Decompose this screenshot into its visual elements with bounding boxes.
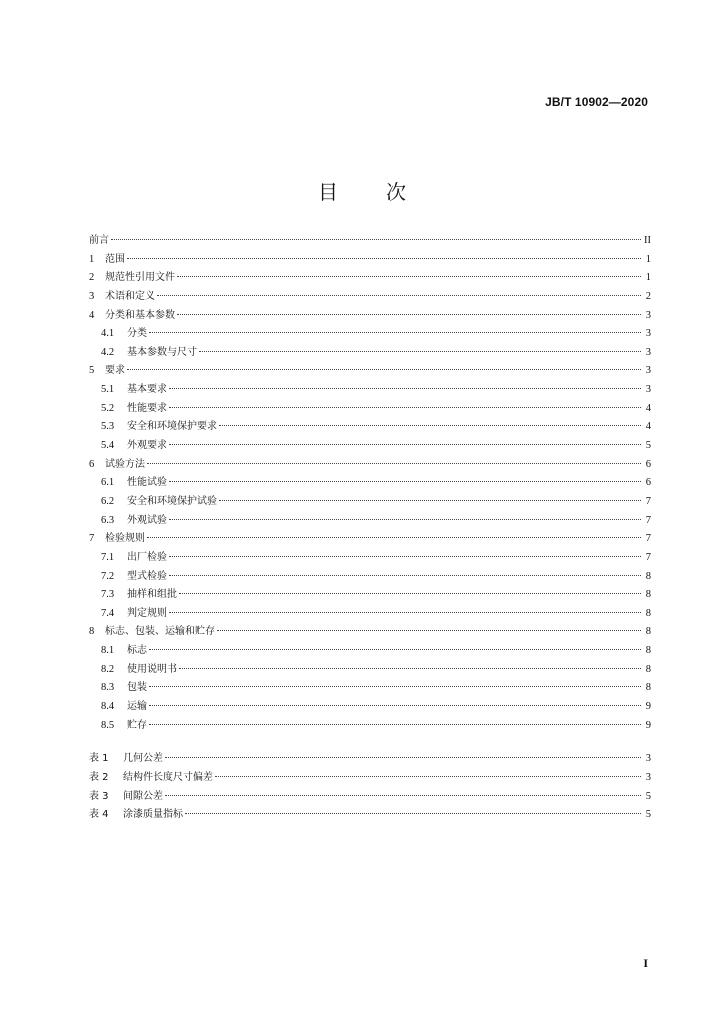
toc-leader-dots: [215, 776, 641, 777]
toc-entry-number: 表 4: [89, 809, 109, 821]
toc-entry: [89, 605, 651, 624]
toc-entry: [89, 679, 651, 698]
toc-entry-page: 3: [645, 309, 651, 321]
toc-leader-dots: [149, 332, 641, 333]
toc-entry-label: 包装: [127, 682, 147, 694]
toc-leader-dots: [149, 686, 641, 687]
toc-entry-number: 6.3: [101, 514, 115, 526]
toc-entry: [89, 269, 651, 288]
toc-entry: [89, 750, 651, 769]
toc-entry-number: 3: [89, 290, 95, 302]
toc-entry-label: 判定规则: [127, 607, 167, 619]
title-part-2: 次: [386, 180, 406, 204]
toc-entry-label: 范围: [105, 253, 125, 265]
toc-entry-page: 5: [645, 809, 651, 821]
toc-leader-dots: [169, 575, 641, 576]
toc-entry-number: 8.5: [101, 719, 115, 731]
toc-entry-number: 7.4: [101, 607, 115, 619]
toc-entry-label: 性能要求: [127, 402, 167, 414]
toc-entry-page: 3: [645, 771, 651, 783]
toc-entry: [89, 437, 651, 456]
toc-entry: [89, 251, 651, 270]
toc-entry-page: 9: [645, 701, 651, 713]
toc-entry-number: 7.3: [101, 589, 115, 601]
toc-entry: [89, 661, 651, 680]
toc-entry-number: 4.2: [101, 346, 115, 358]
toc-entry-label: 间隙公差: [123, 790, 163, 802]
toc-entry-label: 出厂检验: [127, 551, 167, 563]
toc-leader-dots: [169, 407, 641, 408]
toc-entry-label: 安全和环境保护要求: [127, 421, 217, 433]
toc-entry-page: II: [644, 235, 651, 246]
toc-entry-number: 表 3: [89, 790, 109, 802]
toc-leader-dots: [199, 351, 641, 352]
toc-entry-label: 涂漆质量指标: [123, 809, 183, 821]
toc-entry-page: 7: [645, 533, 651, 545]
toc-entry-page: 8: [645, 682, 651, 694]
toc-leader-dots: [219, 425, 641, 426]
toc-entry-page: 6: [645, 458, 651, 470]
toc-entry-label: 外观试验: [127, 514, 167, 526]
toc-spacer: [89, 735, 651, 750]
toc-leader-dots: [111, 239, 641, 240]
toc-entry: [89, 769, 651, 788]
toc-entry-label: 检验规则: [105, 533, 145, 545]
toc-entry-number: 6.2: [101, 495, 115, 507]
toc-entry-number: 7.1: [101, 551, 115, 563]
toc-leader-dots: [169, 519, 641, 520]
toc-entry-number: 6.1: [101, 477, 115, 489]
toc-leader-dots: [179, 593, 641, 594]
toc-entry-page: 8: [645, 589, 651, 601]
toc-entry-number: 5.1: [101, 384, 115, 396]
toc-entry-label: 性能试验: [127, 477, 167, 489]
toc-entry-page: 1: [645, 253, 651, 265]
toc-entry-number: 8.3: [101, 682, 115, 694]
toc-leader-dots: [185, 813, 641, 814]
toc-leader-dots: [177, 276, 641, 277]
toc-entry-label: 前言: [89, 235, 109, 246]
toc-entry: [89, 325, 651, 344]
toc-entry-page: 2: [645, 290, 651, 302]
toc-entry-page: 8: [645, 663, 651, 675]
toc-entry-label: 试验方法: [105, 458, 145, 470]
toc-entry-label: 分类: [127, 328, 147, 340]
toc-leader-dots: [169, 388, 641, 389]
toc-leader-dots: [127, 258, 641, 259]
toc-entry-page: 3: [645, 384, 651, 396]
toc-entry-label: 几何公差: [123, 753, 163, 765]
toc-entry: [89, 344, 651, 363]
toc-entry-page: 1: [645, 272, 651, 284]
table-of-contents: [89, 232, 651, 825]
toc-entry-number: 4.1: [101, 328, 115, 340]
toc-entry-page: 8: [645, 607, 651, 619]
toc-entry-label: 术语和定义: [105, 290, 155, 302]
toc-entry-number: 8.4: [101, 701, 115, 713]
toc-entry: [89, 642, 651, 661]
toc-leader-dots: [149, 724, 641, 725]
toc-entry: [89, 232, 651, 251]
toc-entry: [89, 288, 651, 307]
toc-entry-number: 1: [89, 253, 95, 265]
toc-entry-number: 8.2: [101, 663, 115, 675]
toc-leader-dots: [127, 369, 641, 370]
toc-entry-page: 7: [645, 495, 651, 507]
toc-leader-dots: [179, 668, 641, 669]
toc-entry: [89, 568, 651, 587]
page-title: [0, 176, 724, 205]
toc-entry-page: 6: [645, 477, 651, 489]
toc-entry: [89, 623, 651, 642]
toc-entry-number: 5.3: [101, 421, 115, 433]
toc-entry-number: 5: [89, 365, 95, 377]
toc-entry-page: 8: [645, 645, 651, 657]
toc-leader-dots: [165, 757, 641, 758]
toc-entry-page: 5: [645, 440, 651, 452]
toc-entry-page: 8: [645, 570, 651, 582]
standard-code: JB/T 10902—2020: [545, 95, 648, 109]
page-number: I: [643, 956, 648, 970]
toc-entry: [89, 788, 651, 807]
toc-entry-number: 表 2: [89, 771, 109, 783]
toc-entry-number: 8.1: [101, 645, 115, 657]
toc-entry-label: 标志: [127, 645, 147, 657]
toc-entry: [89, 474, 651, 493]
toc-entry-page: 3: [645, 328, 651, 340]
toc-entry-page: 5: [645, 790, 651, 802]
toc-entry: [89, 512, 651, 531]
toc-leader-dots: [219, 500, 641, 501]
toc-entry-number: 4: [89, 309, 95, 321]
toc-entry: [89, 400, 651, 419]
toc-entry-page: 3: [645, 346, 651, 358]
toc-entry-page: 4: [645, 421, 651, 433]
toc-entry-label: 运输: [127, 701, 147, 713]
toc-entry: [89, 362, 651, 381]
toc-entry: [89, 717, 651, 736]
toc-entry-number: 5.4: [101, 440, 115, 452]
toc-entry-label: 基本要求: [127, 384, 167, 396]
toc-entry-number: 2: [89, 272, 95, 284]
toc-entry-number: 5.2: [101, 402, 115, 414]
toc-entry-number: 6: [89, 458, 95, 470]
toc-entry-number: 7: [89, 533, 95, 545]
toc-entry-label: 标志、包装、运输和贮存: [105, 626, 215, 638]
toc-entry-label: 抽样和组批: [127, 589, 177, 601]
toc-entry-page: 3: [645, 753, 651, 765]
toc-entry-page: 7: [645, 514, 651, 526]
toc-leader-dots: [169, 612, 641, 613]
toc-leader-dots: [169, 556, 641, 557]
toc-entry-number: 7.2: [101, 570, 115, 582]
toc-entry-page: 9: [645, 719, 651, 731]
toc-leader-dots: [217, 630, 641, 631]
toc-leader-dots: [147, 463, 641, 464]
toc-entry-label: 使用说明书: [127, 663, 177, 675]
toc-entry-label: 安全和环境保护试验: [127, 495, 217, 507]
toc-entry-label: 要求: [105, 365, 125, 377]
toc-leader-dots: [165, 795, 641, 796]
toc-entry-label: 型式检验: [127, 570, 167, 582]
toc-leader-dots: [149, 649, 641, 650]
toc-entry-label: 外观要求: [127, 440, 167, 452]
toc-leader-dots: [157, 295, 641, 296]
toc-entry: [89, 549, 651, 568]
toc-entry-label: 基本参数与尺寸: [127, 346, 197, 358]
title-part-1: 目: [318, 180, 338, 204]
toc-entry: [89, 418, 651, 437]
toc-entry: [89, 698, 651, 717]
toc-entry-page: 8: [645, 626, 651, 638]
toc-leader-dots: [149, 705, 641, 706]
toc-entry-number: 表 1: [89, 753, 109, 765]
toc-entry: [89, 530, 651, 549]
toc-leader-dots: [169, 481, 641, 482]
toc-entry-page: 7: [645, 551, 651, 563]
toc-entry-page: 3: [645, 365, 651, 377]
toc-entry-label: 贮存: [127, 719, 147, 731]
toc-entry-page: 4: [645, 402, 651, 414]
toc-entry-number: 8: [89, 626, 95, 638]
toc-entry-label: 结构件长度尺寸偏差: [123, 771, 213, 783]
toc-leader-dots: [177, 314, 641, 315]
toc-entry: [89, 493, 651, 512]
toc-leader-dots: [169, 444, 641, 445]
toc-entry-label: 规范性引用文件: [105, 272, 175, 284]
toc-entry-label: 分类和基本参数: [105, 309, 175, 321]
toc-entry: [89, 381, 651, 400]
toc-entry: [89, 806, 651, 825]
toc-entry: [89, 456, 651, 475]
toc-leader-dots: [147, 537, 641, 538]
toc-entry: [89, 586, 651, 605]
toc-entry: [89, 307, 651, 326]
